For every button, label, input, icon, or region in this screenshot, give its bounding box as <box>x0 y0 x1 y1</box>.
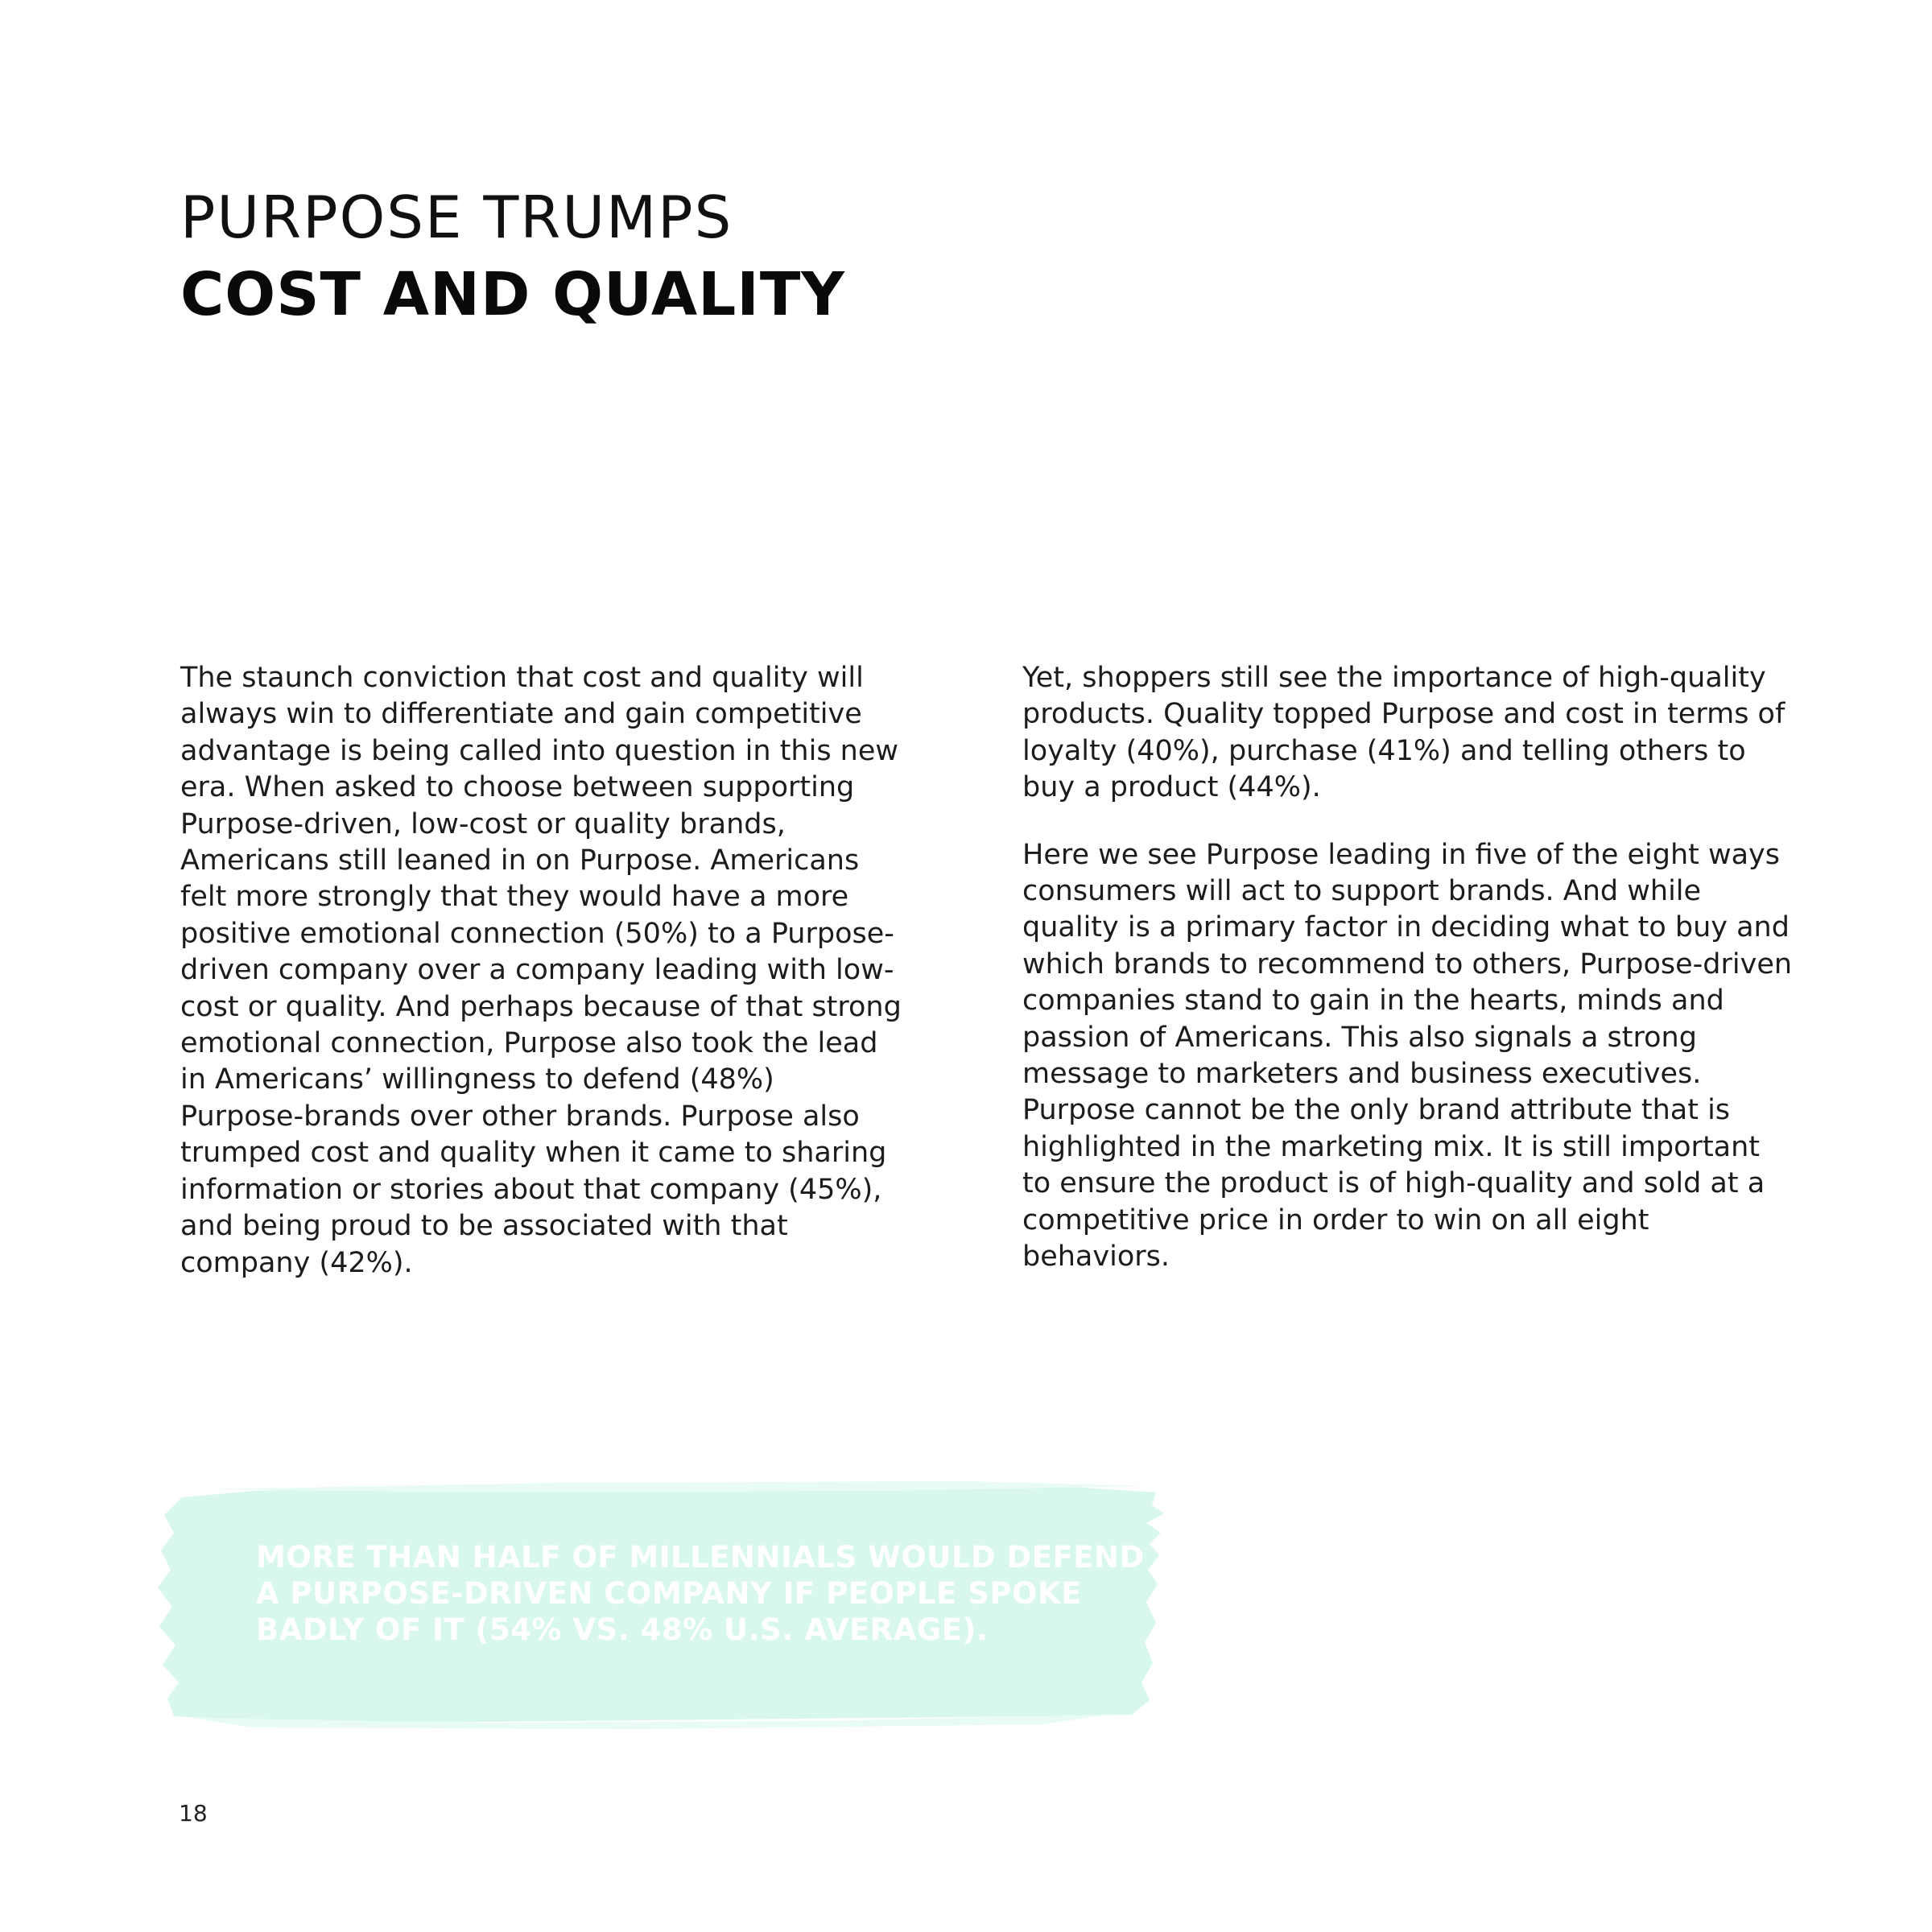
heading-line-purpose-trumps: PURPOSE TRUMPS <box>180 184 733 251</box>
left-body-paragraph: The staunch conviction that cost and quality will always win to differentiate and gain competitive advantage is being called into question in this new era. When asked to choose between supporting Purpose-driven, low-cost or quality brands, Americans still leaned in on Purpose. Americans felt more strongly that they would have a more positive emotional connection (50%) to a Purpose-driven company over a company leading with low-cost or quality. And perhaps because of that strong emotional connection, Purpose also took the lead in Americans’ willingness to defend (48%) Purpose-brands over other brands. Purpose also trumped cost and quality when it came to sharing information or stories about that company (45%), and being proud to be associated with that company (42%). <box>180 662 902 1279</box>
right-body-paragraph-2: Here we see Purpose leading in five of the eight ways consumers will act to support brands. And while quality is a primary factor in deciding what to buy and which brands to recommend to others, Purpose-driven companies stand to gain in the hearts, minds and passion of Americans. This also signals a strong message to marketers and business executives. Purpose cannot be the only brand attribute that is highlighted in the marketing mix. It is still important to ensure the product is of high-quality and sold at a competitive price in order to win on all eight behaviors. <box>1022 838 1793 1274</box>
page-heading <box>180 179 845 333</box>
right-body-paragraph-1: Yet, shoppers still see the importance of high-quality products. Quality topped Purpose and cost in terms of loyalty (40%), purchase (41%) and telling others to buy a product (44%). <box>1022 662 1785 804</box>
pull-quote-callout <box>158 1481 1172 1731</box>
heading-line-cost-and-quality: COST AND QUALITY <box>180 260 845 329</box>
page-number: 18 <box>179 1800 208 1827</box>
callout-text: MORE THAN HALF OF MILLENNIALS WOULD DEFEND A PURPOSE-DRIVEN COMPANY IF PEOPLE SPOKE BADLY OF IT (54% VS. 48% U.S. AVERAGE). <box>256 1540 1145 1647</box>
right-text-column <box>1022 660 1795 1276</box>
left-text-column <box>180 660 905 1282</box>
